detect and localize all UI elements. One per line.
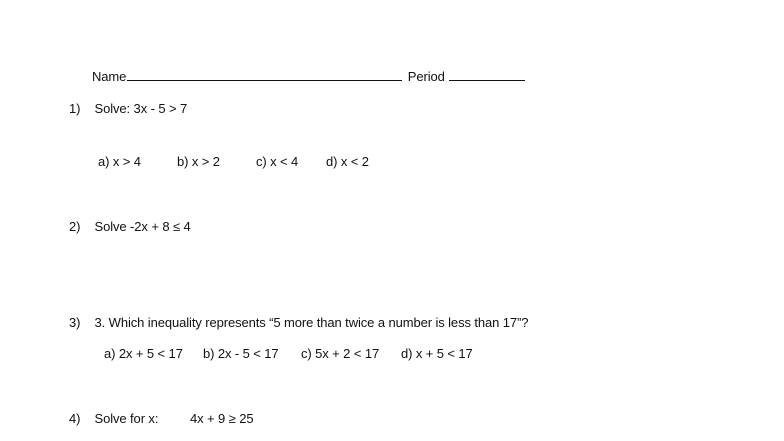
choice-1c[interactable]: c) x < 4 — [256, 154, 299, 169]
question-4-expression: 4x + 9 ≥ 25 — [190, 411, 254, 426]
question-1 — [69, 101, 187, 117]
choice-3b[interactable]: b) 2x - 5 < 17 — [203, 346, 279, 361]
question-3 — [69, 315, 528, 331]
question-prompt: Solve: 3x - 5 > 7 — [94, 101, 188, 116]
period-label: Period — [407, 69, 445, 84]
name-blank[interactable] — [127, 68, 402, 81]
question-number: 3) — [69, 315, 81, 330]
question-prompt: Solve -2x + 8 ≤ 4 — [94, 219, 191, 234]
question-prompt: Solve for x: — [94, 411, 159, 426]
question-prompt: 3. Which inequality represents “5 more than twice a number is less than 17”? — [94, 315, 529, 330]
choice-1d[interactable]: d) x < 2 — [326, 154, 369, 169]
choice-3c[interactable]: c) 5x + 2 < 17 — [301, 346, 380, 361]
question-2 — [69, 219, 191, 235]
choice-1a[interactable]: a) x > 4 — [98, 154, 141, 169]
header-line — [92, 68, 525, 85]
name-label: Name — [92, 69, 127, 84]
period-blank[interactable] — [449, 68, 525, 81]
choice-3d[interactable]: d) x + 5 < 17 — [401, 346, 473, 361]
question-number: 4) — [69, 411, 81, 426]
question-number: 2) — [69, 219, 81, 234]
question-number: 1) — [69, 101, 81, 116]
question-4 — [69, 411, 158, 427]
choice-1b[interactable]: b) x > 2 — [177, 154, 220, 169]
choice-3a[interactable]: a) 2x + 5 < 17 — [104, 346, 183, 361]
